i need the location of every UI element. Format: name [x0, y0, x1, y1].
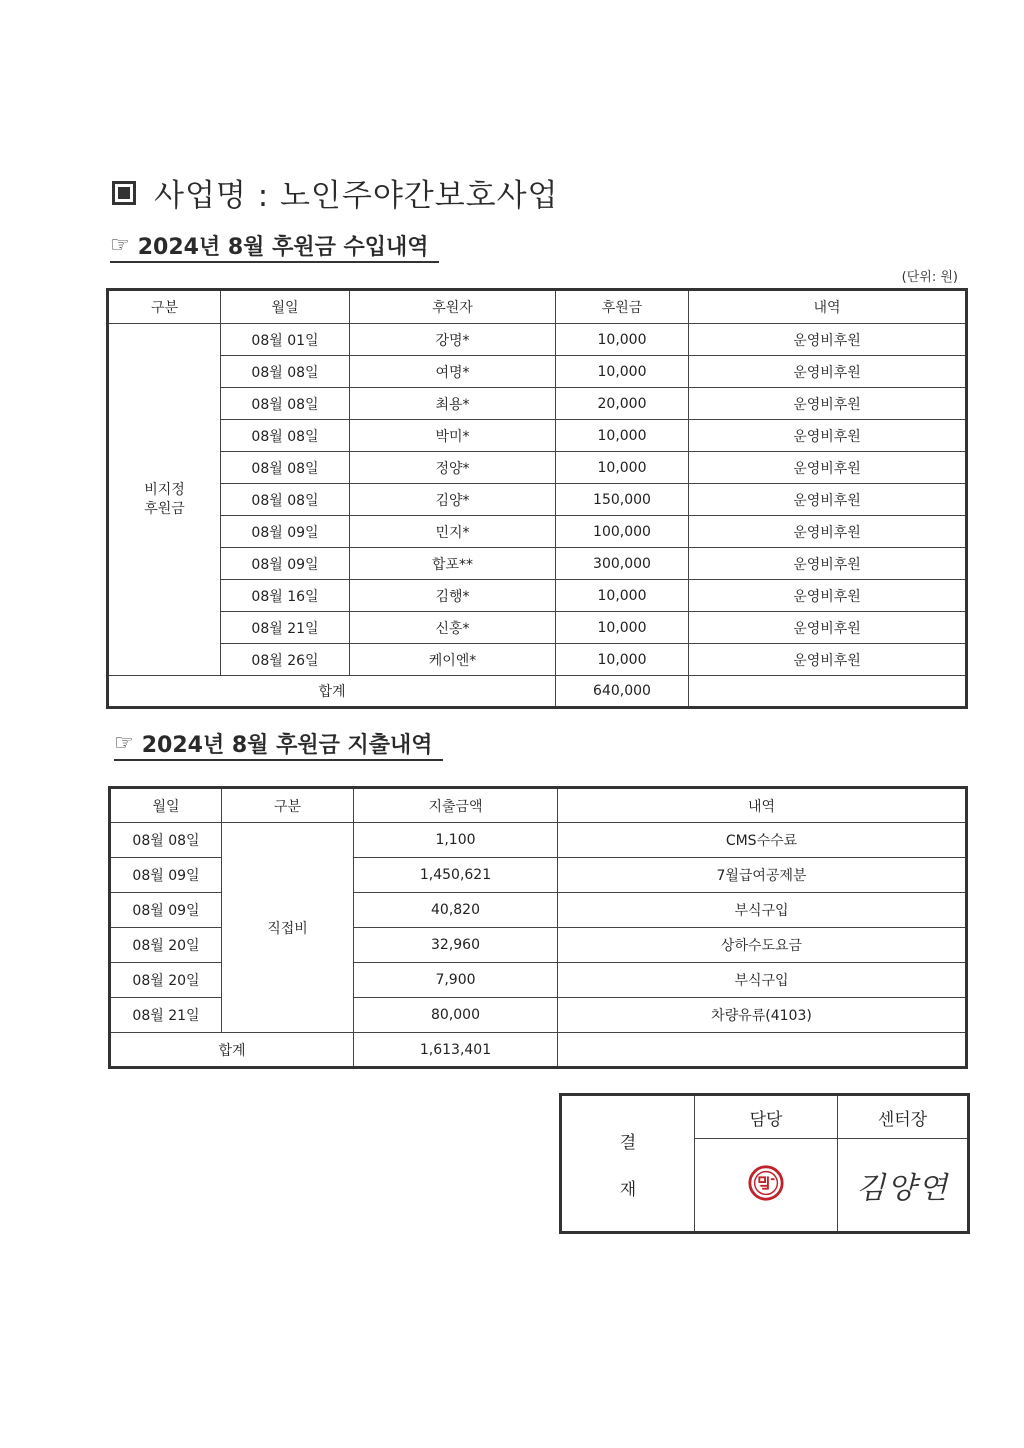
- income-row: [108, 388, 967, 420]
- income-amount: 10,000: [556, 356, 689, 388]
- income-heading-text: 2024년 8월 후원금 수입내역: [137, 235, 429, 260]
- income-detail: 운영비후원: [689, 420, 967, 452]
- income-detail: 운영비후원: [689, 612, 967, 644]
- income-date: 08월 01일: [221, 324, 350, 356]
- unit-label: (단위: 원): [901, 270, 958, 285]
- income-total-label: 합계: [108, 676, 556, 708]
- income-donor: 정양*: [350, 452, 556, 484]
- expense-detail: CMS수수료: [558, 823, 967, 858]
- income-total-amount: 640,000: [556, 676, 689, 708]
- income-date: 08월 21일: [221, 612, 350, 644]
- income-donor: 케이엔*: [350, 644, 556, 676]
- income-amount: 10,000: [556, 452, 689, 484]
- expense-amount: 1,100: [354, 823, 558, 858]
- expense-total-detail: [558, 1033, 967, 1068]
- income-header-category: 구분: [108, 290, 221, 324]
- income-detail: 운영비후원: [689, 644, 967, 676]
- expense-detail: 차량유류(4103): [558, 998, 967, 1033]
- income-detail: 운영비후원: [689, 548, 967, 580]
- expense-heading-text: 2024년 8월 후원금 지출내역: [141, 733, 433, 758]
- expense-table: [108, 786, 968, 1069]
- income-total-detail: [689, 676, 967, 708]
- square-icon: [112, 181, 136, 205]
- income-row: [108, 548, 967, 580]
- income-date: 08월 08일: [221, 452, 350, 484]
- income-date: 08월 08일: [221, 484, 350, 516]
- expense-category: 직접비: [222, 823, 354, 1033]
- expense-detail: 상하수도요금: [558, 928, 967, 963]
- income-row: [108, 612, 967, 644]
- income-row: [108, 580, 967, 612]
- income-header-detail: 내역: [689, 290, 967, 324]
- income-donor: 박미*: [350, 420, 556, 452]
- expense-total-amount: 1,613,401: [354, 1033, 558, 1068]
- income-date: 08월 08일: [221, 388, 350, 420]
- income-donor: 신홍*: [350, 612, 556, 644]
- approval-col-director: 센터장: [838, 1095, 969, 1139]
- income-detail: 운영비후원: [689, 452, 967, 484]
- income-header-date: 월일: [221, 290, 350, 324]
- expense-heading: [114, 728, 443, 761]
- expense-amount: 7,900: [354, 963, 558, 998]
- expense-date: 08월 09일: [110, 893, 222, 928]
- income-detail: 운영비후원: [689, 580, 967, 612]
- income-heading: [110, 230, 439, 263]
- income-row: [108, 516, 967, 548]
- income-detail: 운영비후원: [689, 356, 967, 388]
- expense-date: 08월 20일: [110, 963, 222, 998]
- income-donor: 김양*: [350, 484, 556, 516]
- income-row: [108, 484, 967, 516]
- income-row: [108, 644, 967, 676]
- income-detail: 운영비후원: [689, 484, 967, 516]
- income-amount: 150,000: [556, 484, 689, 516]
- director-signature: 김양연: [856, 1171, 949, 1206]
- approval-label-top: 결: [619, 1132, 637, 1153]
- expense-amount: 80,000: [354, 998, 558, 1033]
- seal-stamp-icon: [747, 1164, 785, 1202]
- income-date: 08월 08일: [221, 420, 350, 452]
- income-header-donor: 후원자: [350, 290, 556, 324]
- income-table: [106, 288, 968, 709]
- expense-date: 08월 20일: [110, 928, 222, 963]
- pointing-hand-icon: ☞: [110, 233, 130, 258]
- income-date: 08월 09일: [221, 548, 350, 580]
- staff-stamp-cell: [695, 1139, 838, 1233]
- income-date: 08월 16일: [221, 580, 350, 612]
- expense-date: 08월 08일: [110, 823, 222, 858]
- income-donor: 최용*: [350, 388, 556, 420]
- income-donor: 합포**: [350, 548, 556, 580]
- page-title-text: 사업명 : 노인주야간보호사업: [154, 178, 559, 214]
- expense-row: [110, 823, 967, 858]
- expense-header-category: 구분: [222, 788, 354, 823]
- income-amount: 10,000: [556, 324, 689, 356]
- expense-date: 08월 21일: [110, 998, 222, 1033]
- income-header-amount: 후원금: [556, 290, 689, 324]
- income-category: 비지정 후원금: [108, 324, 221, 676]
- approval-col-staff: 담당: [695, 1095, 838, 1139]
- income-date: 08월 09일: [221, 516, 350, 548]
- expense-header-detail: 내역: [558, 788, 967, 823]
- income-amount: 300,000: [556, 548, 689, 580]
- expense-total-label: 합계: [110, 1033, 354, 1068]
- income-row: [108, 324, 967, 356]
- income-amount: 10,000: [556, 420, 689, 452]
- expense-detail: 부식구입: [558, 963, 967, 998]
- income-row: [108, 420, 967, 452]
- income-row: [108, 452, 967, 484]
- expense-amount: 40,820: [354, 893, 558, 928]
- income-amount: 10,000: [556, 580, 689, 612]
- income-detail: 운영비후원: [689, 324, 967, 356]
- page-title: [112, 170, 559, 215]
- income-row: [108, 356, 967, 388]
- approval-box: [559, 1093, 970, 1234]
- income-date: 08월 08일: [221, 356, 350, 388]
- income-donor: 여명*: [350, 356, 556, 388]
- expense-header-amount: 지출금액: [354, 788, 558, 823]
- income-donor: 김행*: [350, 580, 556, 612]
- expense-header-date: 월일: [110, 788, 222, 823]
- income-donor: 강명*: [350, 324, 556, 356]
- income-date: 08월 26일: [221, 644, 350, 676]
- income-donor: 민지*: [350, 516, 556, 548]
- approval-label-bottom: 재: [619, 1179, 637, 1200]
- income-amount: 20,000: [556, 388, 689, 420]
- expense-detail: 부식구입: [558, 893, 967, 928]
- income-amount: 100,000: [556, 516, 689, 548]
- pointing-hand-icon: ☞: [114, 731, 134, 756]
- expense-amount: 32,960: [354, 928, 558, 963]
- expense-amount: 1,450,621: [354, 858, 558, 893]
- expense-date: 08월 09일: [110, 858, 222, 893]
- income-amount: 10,000: [556, 612, 689, 644]
- income-detail: 운영비후원: [689, 388, 967, 420]
- approval-label: [561, 1095, 695, 1233]
- expense-detail: 7월급여공제분: [558, 858, 967, 893]
- income-amount: 10,000: [556, 644, 689, 676]
- income-detail: 운영비후원: [689, 516, 967, 548]
- director-signature-cell: [838, 1139, 969, 1233]
